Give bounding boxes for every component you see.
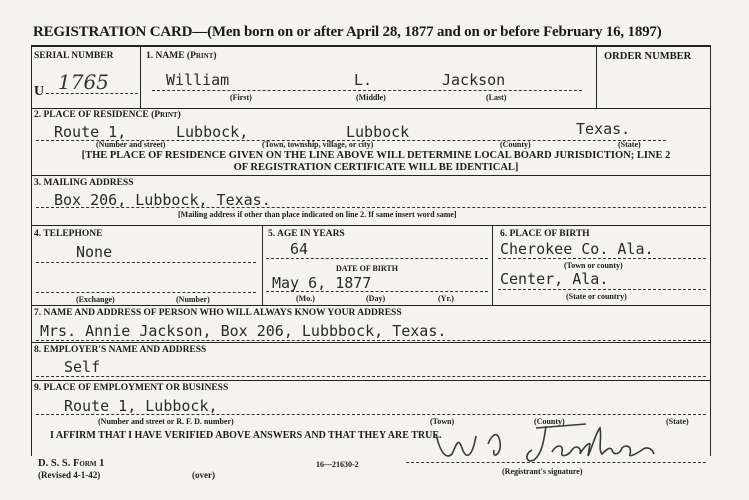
mailing-caption: [Mailing address if other than place indicated on line 2. If same insert word same] xyxy=(178,210,457,219)
employment-town-caption: (Town) xyxy=(430,417,455,426)
employment-label: 9. PLACE OF EMPLOYMENT OR BUSINESS xyxy=(34,383,229,393)
contact-label: 7. NAME AND ADDRESS OF PERSON WHO WILL ALWAYS KNOW YOUR ADDRESS xyxy=(34,308,402,318)
dob-label: DATE OF BIRTH xyxy=(336,264,398,273)
birthplace-state-caption: (State or country) xyxy=(566,292,627,301)
order-number-label: ORDER NUMBER xyxy=(604,51,692,62)
number-caption: (Number) xyxy=(176,295,210,304)
affirmation-text: I AFFIRM THAT I HAVE VERIFIED ABOVE ANSWERS AND THAT THEY ARE TRUE. xyxy=(50,430,442,441)
dob-line xyxy=(266,291,488,292)
form-over: (over) xyxy=(192,470,215,480)
row3-bottom xyxy=(31,225,711,226)
residence-county: Lubbock xyxy=(346,123,410,141)
contact-line xyxy=(36,340,706,341)
dob-day-caption: (Day) xyxy=(366,294,386,303)
employment-street-caption: (Number and street or R. F. D. number) xyxy=(98,417,234,426)
birthplace-line2: Center, Ala. xyxy=(500,270,609,288)
form-revised: (Revised 4-1-42) xyxy=(38,470,101,480)
employment-state-caption: (State) xyxy=(666,417,689,426)
residence-state-caption: (State) xyxy=(618,140,641,149)
serial-number-line xyxy=(46,93,138,94)
residence-label: 2. PLACE OF RESIDENCE (Print) xyxy=(34,110,181,120)
row1-bottom xyxy=(31,108,711,109)
row2-bottom xyxy=(31,175,711,176)
birthplace-label: 6. PLACE OF BIRTH xyxy=(500,229,590,239)
residence-state: Texas. xyxy=(576,120,631,138)
employment-county-caption: (County) xyxy=(534,417,565,426)
dob-mo-caption: (Mo.) xyxy=(296,294,315,303)
birthplace-line-2 xyxy=(498,289,706,290)
telephone-line-2 xyxy=(36,292,256,293)
mailing-line xyxy=(36,207,706,208)
form-name: D. S. S. Form 1 xyxy=(38,458,105,469)
middle-name: L. xyxy=(354,71,373,89)
mailing-label: 3. MAILING ADDRESS xyxy=(34,178,134,188)
serial-prefix: U xyxy=(34,84,45,99)
birthplace-line1: Cherokee Co. Ala. xyxy=(500,240,654,258)
left-border xyxy=(31,45,32,456)
row8-bottom xyxy=(31,380,711,381)
title-underline xyxy=(31,45,711,47)
card-title: REGISTRATION CARD—(Men born on or after April 28, 1877 and on or before February 16, 1897) xyxy=(33,24,662,40)
name-order-divider xyxy=(596,46,597,109)
serial-number-value: 1765 xyxy=(58,70,109,94)
employer-value: Self xyxy=(64,358,101,376)
last-name: Jackson xyxy=(442,71,506,89)
mailing-address: Box 206, Lubbock, Texas. xyxy=(54,191,271,209)
residence-town: Lubbock, xyxy=(176,123,249,141)
name-label: 1. NAME (Print) xyxy=(146,51,217,61)
dob-value: May 6, 1877 xyxy=(272,274,372,292)
jurisdiction-notice: [THE PLACE OF RESIDENCE GIVEN ON THE LINE ABOVE WILL DETERMINE LOCAL BOARD JURISDICTION; LINE 2 OF REGISTRATION CERTIFICATE WILL BE IDENTICAL] xyxy=(81,150,671,173)
birthplace-town-caption: (Town or county) xyxy=(564,261,623,270)
age-birth-divider xyxy=(492,226,493,306)
dob-yr-caption: (Yr.) xyxy=(438,294,454,303)
employer-label: 8. EMPLOYER'S NAME AND ADDRESS xyxy=(34,345,207,355)
age-line xyxy=(266,258,488,259)
middle-caption: (Middle) xyxy=(356,93,386,102)
signature-line xyxy=(406,462,706,463)
residence-town-caption: (Town, township, village, or city) xyxy=(262,140,374,149)
age-label: 5. AGE IN YEARS xyxy=(268,229,345,239)
signature-caption: (Registrant's signature) xyxy=(502,467,583,476)
age-value: 64 xyxy=(290,240,309,258)
exchange-caption: (Exchange) xyxy=(76,295,115,304)
residence-county-caption: (County) xyxy=(500,140,531,149)
serial-name-divider xyxy=(140,46,141,109)
last-caption: (Last) xyxy=(486,93,507,102)
row7-bottom xyxy=(31,342,711,343)
first-caption: (First) xyxy=(230,93,252,102)
telephone-value: None xyxy=(76,243,113,261)
employment-value: Route 1, Lubbock, xyxy=(64,397,218,415)
contact-value: Mrs. Annie Jackson, Box 206, Lubbbock, Texas. xyxy=(40,322,447,340)
right-border xyxy=(710,45,711,456)
form-code: 16—21630-2 xyxy=(316,460,359,469)
row4-bottom xyxy=(31,305,711,306)
first-name: William xyxy=(166,71,230,89)
employer-line xyxy=(36,376,706,377)
residence-street-caption: (Number and street) xyxy=(96,140,166,149)
tel-age-divider xyxy=(262,226,263,306)
birthplace-line xyxy=(498,258,706,259)
telephone-line xyxy=(36,262,256,263)
serial-number-label: SERIAL NUMBER xyxy=(34,51,114,61)
name-line xyxy=(152,90,582,91)
residence-street: Route 1, xyxy=(54,123,127,141)
telephone-label: 4. TELEPHONE xyxy=(34,229,103,239)
